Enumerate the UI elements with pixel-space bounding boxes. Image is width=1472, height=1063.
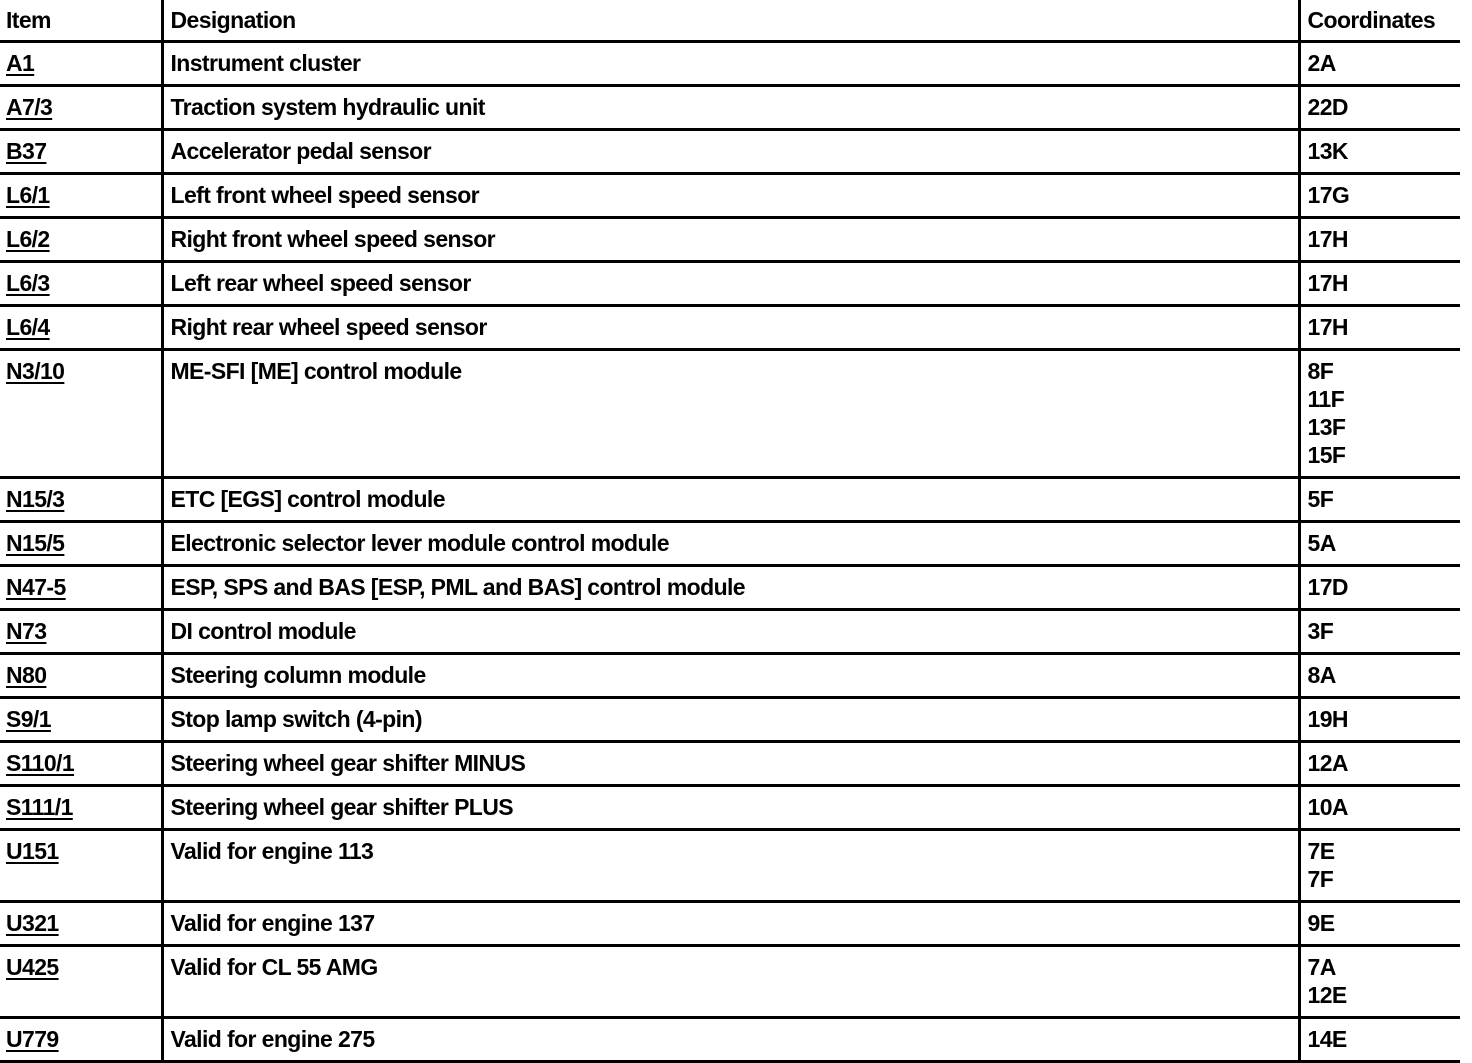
table-row xyxy=(0,522,1460,566)
coordinates-cell xyxy=(1299,174,1460,218)
header-designation: Designation xyxy=(162,0,1299,42)
table-row xyxy=(0,742,1460,786)
item-cell xyxy=(0,306,162,350)
item-link[interactable]: N80 xyxy=(6,662,47,688)
coordinates-cell xyxy=(1299,262,1460,306)
designation-cell: Valid for engine 113 xyxy=(162,830,1299,902)
table-row xyxy=(0,1018,1460,1062)
designation-cell: Valid for engine 137 xyxy=(162,902,1299,946)
item-link[interactable]: N15/3 xyxy=(6,486,65,512)
item-link[interactable]: U425 xyxy=(6,954,59,980)
coordinate-value: 8F xyxy=(1307,358,1334,384)
item-link[interactable]: U779 xyxy=(6,1026,59,1052)
designation-cell: ESP, SPS and BAS [ESP, PML and BAS] control module xyxy=(162,566,1299,610)
coordinates-cell xyxy=(1299,654,1460,698)
coordinate-value: 11F xyxy=(1307,386,1345,412)
coordinates-cell xyxy=(1299,786,1460,830)
item-link[interactable]: N47-5 xyxy=(6,574,66,600)
item-link[interactable]: L6/2 xyxy=(6,226,50,252)
header-item: Item xyxy=(0,0,162,42)
coordinate-value: 17H xyxy=(1307,270,1348,296)
designation-cell: ETC [EGS] control module xyxy=(162,478,1299,522)
item-link[interactable]: N15/5 xyxy=(6,530,65,556)
designation-cell: Instrument cluster xyxy=(162,42,1299,86)
table-header xyxy=(0,0,1460,42)
coordinates-cell xyxy=(1299,830,1460,902)
table-row xyxy=(0,218,1460,262)
coordinate-value: 13F xyxy=(1307,414,1346,440)
coordinate-value: 8A xyxy=(1307,662,1336,688)
item-cell xyxy=(0,610,162,654)
item-link[interactable]: U321 xyxy=(6,910,59,936)
item-cell xyxy=(0,350,162,478)
coordinate-value: 14E xyxy=(1307,1026,1347,1052)
item-link[interactable]: A1 xyxy=(6,50,35,76)
coordinates-cell xyxy=(1299,902,1460,946)
item-cell xyxy=(0,654,162,698)
item-cell xyxy=(0,522,162,566)
table-row xyxy=(0,262,1460,306)
table-row xyxy=(0,174,1460,218)
table-row xyxy=(0,478,1460,522)
table-row xyxy=(0,306,1460,350)
coordinates-cell xyxy=(1299,86,1460,130)
designation-cell: Steering wheel gear shifter PLUS xyxy=(162,786,1299,830)
item-cell xyxy=(0,1018,162,1062)
coordinates-cell xyxy=(1299,42,1460,86)
item-link[interactable]: B37 xyxy=(6,138,47,164)
table-row xyxy=(0,902,1460,946)
designation-cell: Accelerator pedal sensor xyxy=(162,130,1299,174)
coordinate-value: 17D xyxy=(1307,574,1348,600)
coordinates-cell xyxy=(1299,522,1460,566)
coordinate-value: 12A xyxy=(1307,750,1348,776)
coordinate-value: 7F xyxy=(1307,866,1334,892)
header-row xyxy=(0,0,1460,42)
designation-cell: Left front wheel speed sensor xyxy=(162,174,1299,218)
coordinate-value: 7A xyxy=(1307,954,1336,980)
item-link[interactable]: N73 xyxy=(6,618,47,644)
coordinate-value: 19H xyxy=(1307,706,1348,732)
designation-cell: Right front wheel speed sensor xyxy=(162,218,1299,262)
coordinates-cell xyxy=(1299,1018,1460,1062)
item-link[interactable]: L6/3 xyxy=(6,270,50,296)
designation-cell: Right rear wheel speed sensor xyxy=(162,306,1299,350)
item-cell xyxy=(0,478,162,522)
item-cell xyxy=(0,742,162,786)
coordinate-value: 3F xyxy=(1307,618,1334,644)
coordinate-value: 5F xyxy=(1307,486,1334,512)
item-cell xyxy=(0,946,162,1018)
coordinate-value: 5A xyxy=(1307,530,1336,556)
item-cell xyxy=(0,902,162,946)
designation-cell: Steering column module xyxy=(162,654,1299,698)
item-link[interactable]: U151 xyxy=(6,838,59,864)
coordinates-cell xyxy=(1299,566,1460,610)
item-cell xyxy=(0,130,162,174)
coordinates-cell xyxy=(1299,610,1460,654)
coordinate-value: 22D xyxy=(1307,94,1348,120)
table-row xyxy=(0,610,1460,654)
item-cell xyxy=(0,218,162,262)
coordinates-cell xyxy=(1299,478,1460,522)
coordinate-value: 9E xyxy=(1307,910,1335,936)
coordinate-value: 17H xyxy=(1307,314,1348,340)
designation-cell: DI control module xyxy=(162,610,1299,654)
coordinates-cell xyxy=(1299,698,1460,742)
table-body xyxy=(0,42,1460,1062)
table-row xyxy=(0,566,1460,610)
coordinate-value: 2A xyxy=(1307,50,1336,76)
table-row xyxy=(0,42,1460,86)
item-link[interactable]: A7/3 xyxy=(6,94,53,120)
designation-cell: Electronic selector lever module control module xyxy=(162,522,1299,566)
item-link[interactable]: S110/1 xyxy=(6,750,75,776)
designation-cell: Steering wheel gear shifter MINUS xyxy=(162,742,1299,786)
coordinate-value: 10A xyxy=(1307,794,1348,820)
item-cell xyxy=(0,786,162,830)
coordinate-value: 15F xyxy=(1307,442,1346,468)
item-cell xyxy=(0,830,162,902)
item-link[interactable]: L6/1 xyxy=(6,182,50,208)
header-coordinates: Coordinates xyxy=(1299,0,1460,42)
designation-cell: ME-SFI [ME] control module xyxy=(162,350,1299,478)
coordinates-cell xyxy=(1299,350,1460,478)
designation-cell: Valid for engine 275 xyxy=(162,1018,1299,1062)
table-row xyxy=(0,350,1460,478)
coordinates-cell xyxy=(1299,742,1460,786)
table-row xyxy=(0,946,1460,1018)
table-row xyxy=(0,86,1460,130)
coordinate-value: 7E xyxy=(1307,838,1335,864)
item-link[interactable]: L6/4 xyxy=(6,314,50,340)
item-cell xyxy=(0,42,162,86)
coordinates-cell xyxy=(1299,306,1460,350)
table-row xyxy=(0,698,1460,742)
coordinate-value: 13K xyxy=(1307,138,1348,164)
designation-cell: Traction system hydraulic unit xyxy=(162,86,1299,130)
item-cell xyxy=(0,262,162,306)
table-row xyxy=(0,786,1460,830)
item-cell xyxy=(0,86,162,130)
table-row xyxy=(0,130,1460,174)
coordinate-value: 12E xyxy=(1307,982,1347,1008)
item-cell xyxy=(0,566,162,610)
table-row xyxy=(0,654,1460,698)
item-cell xyxy=(0,698,162,742)
coordinate-value: 17H xyxy=(1307,226,1348,252)
item-link[interactable]: S9/1 xyxy=(6,706,51,732)
table-row xyxy=(0,830,1460,902)
designation-cell: Stop lamp switch (4-pin) xyxy=(162,698,1299,742)
item-link[interactable]: S111/1 xyxy=(6,794,73,820)
item-cell xyxy=(0,174,162,218)
coordinate-value: 17G xyxy=(1307,182,1350,208)
coordinates-cell xyxy=(1299,218,1460,262)
designation-cell: Valid for CL 55 AMG xyxy=(162,946,1299,1018)
coordinates-cell xyxy=(1299,946,1460,1018)
coordinates-cell xyxy=(1299,130,1460,174)
item-link[interactable]: N3/10 xyxy=(6,358,65,384)
designation-cell: Left rear wheel speed sensor xyxy=(162,262,1299,306)
